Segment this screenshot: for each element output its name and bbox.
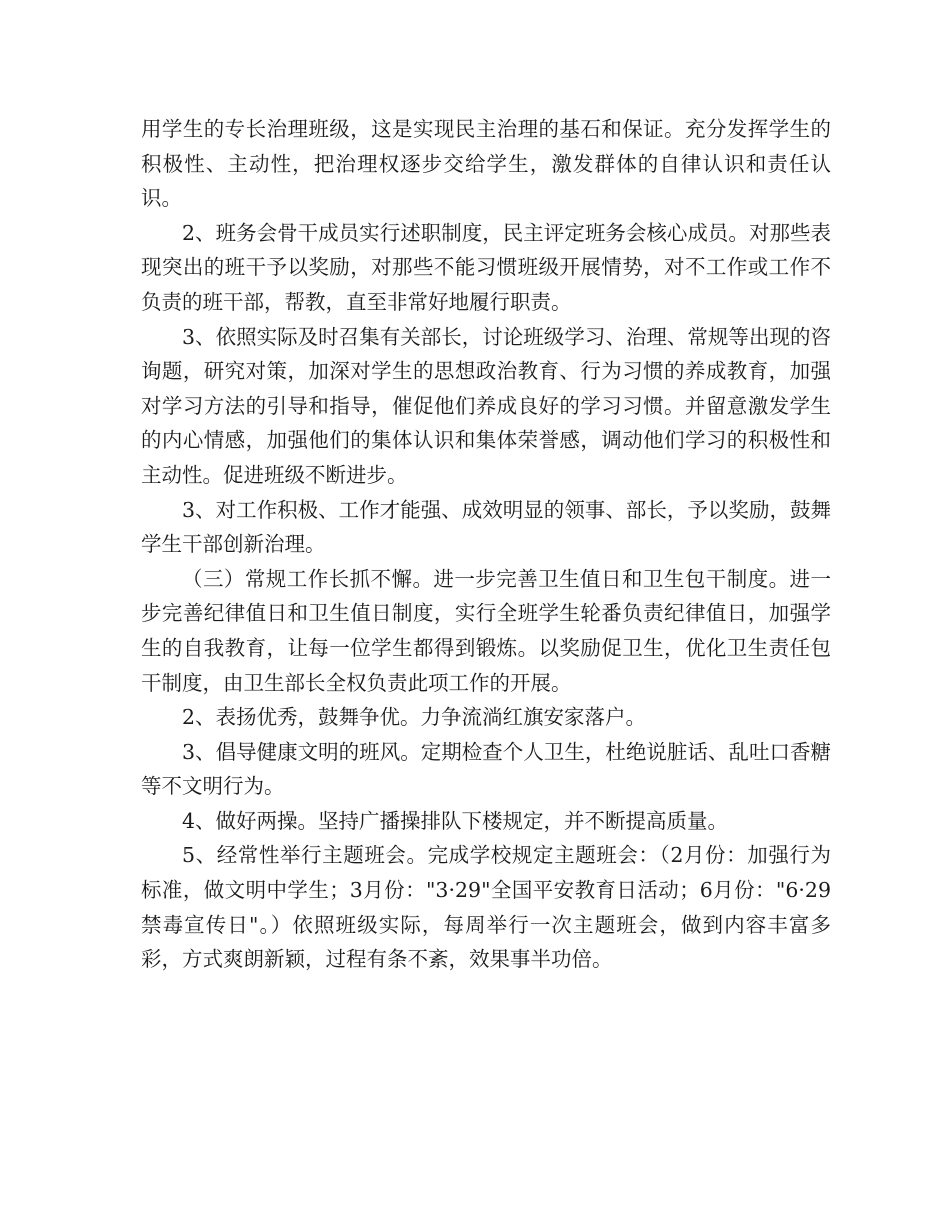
paragraph-5: （三）常规工作长抓不懈。进一步完善卫生值日和卫生包干制度。进一步完善纪律值日和卫生值日制度，实行全班学生轮番负责纪律值日，加强学生的自我教育，让每一位学生都得到锻炼。以奖励促卫生，优化卫生责任包干制度，由卫生部长全权负责此项工作的开展。 [141, 566, 831, 695]
paragraph-1: 用学生的专长治理班级，这是实现民主治理的基石和保证。充分发挥学生的积极性、主动性，把治理权逐步交给学生，激发群体的自律认识和责任认识。 [141, 117, 831, 211]
paragraph-7: 3、倡导健康文明的班风。定期检查个人卫生，杜绝说脏话、乱吐口香糖等不文明行为。 [141, 739, 831, 799]
paragraph-3: 3、依照实际及时召集有关部长，讨论班级学习、治理、常规等出现的咨询题，研究对策，加深对学生的思想政治教育、行为习惯的养成教育，加强对学习方法的引导和指导，催促他们养成良好的学习习惯。并留意激发学生的内心情感，加强他们的集体认识和集体荣誉感，调动他们学习的积极性和主动性。促进班级不断进步。 [141, 324, 831, 487]
paragraph-9: 5、经常性举行主题班会。完成学校规定主题班会：（2月份：加强行为标准，做文明中学生；3月份："3·29"全国平安教育日活动；6月份："6·29禁毒宣传日"。）依照班级实际，每周举行一次主题班会，做到内容丰富多彩，方式爽朗新颖，过程有条不紊，效果事半功倍。 [141, 843, 831, 972]
paragraph-2: 2、班务会骨干成员实行述职制度，民主评定班务会核心成员。对那些表现突出的班干予以奖励，对那些不能习惯班级开展情势，对不工作或工作不负责的班干部，帮教，直至非常好地履行职责。 [141, 220, 831, 314]
paragraph-8: 4、做好两操。坚持广播操排队下楼规定，并不断提高质量。 [182, 808, 729, 833]
document-page [141, 112, 831, 977]
paragraph-6: 2、表扬优秀，鼓舞争优。力争流淌红旗安家落户。 [182, 705, 647, 730]
paragraph-4: 3、对工作积极、工作才能强、成效明显的领事、部长，予以奖励，鼓舞学生干部创新治理。 [141, 497, 831, 557]
